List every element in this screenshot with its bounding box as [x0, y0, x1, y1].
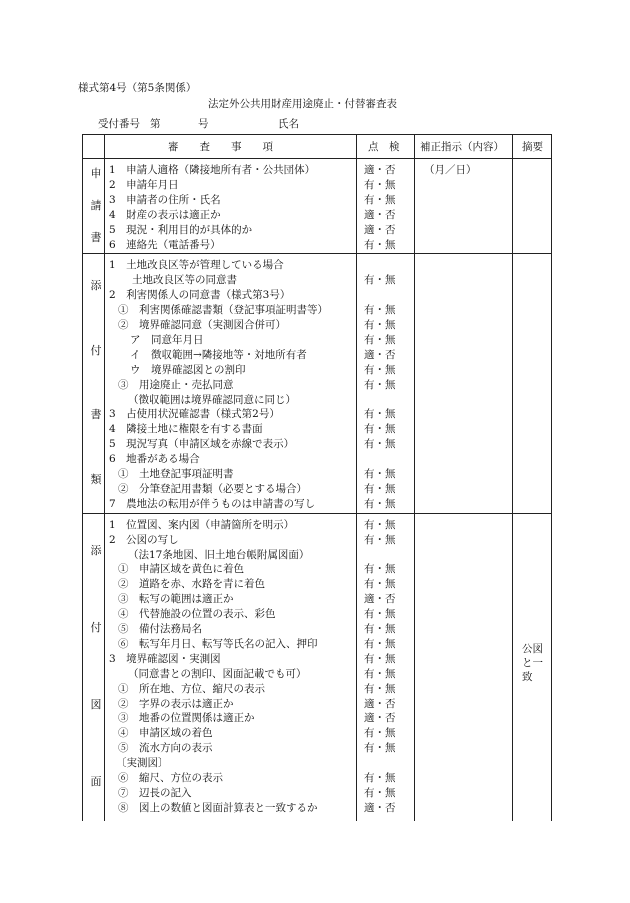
check-mark-options[interactable]: 有・無	[364, 772, 396, 784]
header-correction: 補正指示（内容）	[420, 141, 504, 153]
table-rule	[551, 134, 552, 821]
check-mark-options[interactable]: 有・無	[364, 378, 396, 391]
check-mark-options[interactable]: 適・否	[364, 801, 396, 814]
section-label-char: 添	[90, 278, 102, 292]
review-item: ② 道路を赤、水路を青に着色	[118, 578, 265, 591]
check-mark-options[interactable]: 有・無	[364, 408, 396, 421]
review-item: 〔実測図〕	[116, 757, 169, 770]
form-number: 様式第4号（第5条関係）	[78, 82, 197, 94]
review-item: ⑤ 備付法務局名	[118, 623, 202, 635]
review-item: 土地改良区等の同意書	[132, 274, 237, 287]
check-mark-options[interactable]: 有・無	[364, 786, 396, 799]
check-mark-options[interactable]: 有・無	[364, 193, 396, 206]
section-label-char: 図	[90, 698, 102, 712]
review-item: ③ 用途廃止・売払同意	[118, 378, 234, 391]
table-rule	[82, 134, 83, 821]
table-rule	[512, 134, 513, 821]
review-item: 1 土地改良区等が管理している場合	[109, 259, 284, 272]
table-rule	[82, 158, 551, 159]
review-item: （法17条地図、旧土地台帳附属図面）	[128, 548, 310, 561]
table-rule	[414, 134, 415, 821]
review-item: 2 公図の写し	[109, 533, 179, 546]
summary-note-line: と一	[522, 657, 543, 669]
review-item: ② 字界の表示は適正か	[118, 697, 234, 710]
applicant-name-label: 氏名	[278, 118, 299, 130]
check-mark-options[interactable]: 有・無	[364, 438, 396, 451]
summary-note-line: 公図	[522, 643, 543, 655]
check-mark-options[interactable]: 有・無	[364, 578, 396, 591]
review-item: 2 利害関係人の同意書（様式第3号）	[109, 289, 291, 302]
check-mark-options[interactable]: 有・無	[364, 238, 396, 251]
check-mark-options[interactable]: 有・無	[364, 333, 396, 346]
review-item: ⑥ 縮尺、方位の表示	[118, 772, 223, 784]
section-label-char: 付	[90, 343, 102, 357]
check-mark-options[interactable]: 有・無	[364, 652, 396, 665]
review-item: ③ 転写の範囲は適正か	[118, 593, 234, 606]
review-item: 3 申請者の住所・氏名	[109, 193, 221, 206]
section-label-char: 添	[90, 544, 102, 558]
review-item: ② 境界確認同意（実測図合併可）	[118, 319, 286, 331]
check-mark-options[interactable]: 有・無	[364, 608, 396, 621]
check-mark-options[interactable]: 適・否	[364, 712, 396, 725]
review-item: 4 隣接土地に権限を有する書面	[109, 423, 263, 436]
review-item: 6 地番がある場合	[109, 453, 200, 466]
review-item: 7 農地法の転用が伴うものは申請書の写し	[109, 497, 316, 510]
section-label-char: 類	[90, 473, 102, 487]
review-item: ⑥ 転写年月日、転写等氏名の記入、押印	[118, 637, 318, 650]
section-label-char: 書	[90, 408, 102, 422]
header-items: 審 査 事 項	[168, 141, 273, 153]
review-item: （徴収範囲は境界確認同意に同じ）	[128, 393, 296, 406]
check-mark-options[interactable]: 有・無	[364, 518, 396, 531]
check-mark-options[interactable]: 適・否	[364, 593, 396, 606]
check-mark-options[interactable]: 有・無	[364, 637, 396, 650]
review-item: 6 連絡先（電話番号）	[109, 238, 221, 251]
check-mark-options[interactable]: 有・無	[364, 319, 396, 331]
header-summary: 摘要	[522, 141, 543, 153]
review-item: ① 土地登記事項証明書	[118, 468, 234, 480]
check-mark-options[interactable]: 適・否	[364, 223, 396, 236]
review-item: ⑤ 流水方向の表示	[118, 742, 213, 755]
check-mark-options[interactable]: 適・否	[364, 697, 396, 710]
review-item: 4 財産の表示は適正か	[109, 208, 221, 221]
review-item: ① 利害関係確認書類（登記事項証明書等）	[118, 304, 328, 317]
section-label-char: 付	[90, 621, 102, 635]
check-mark-options[interactable]: 有・無	[364, 623, 396, 635]
check-mark-options[interactable]: 有・無	[364, 727, 396, 740]
check-mark-options[interactable]: 有・無	[364, 274, 396, 287]
section-label-char: 面	[90, 775, 102, 789]
review-item: 3 境界確認図・実測図	[109, 652, 221, 665]
table-rule	[82, 253, 551, 254]
review-item: 3 占使用状況確認書（様式第2号）	[109, 408, 280, 421]
check-mark-options[interactable]: 有・無	[364, 468, 396, 480]
correction-date-note: （月／日）	[424, 164, 477, 176]
section-label-char: 書	[90, 230, 102, 244]
check-mark-options[interactable]: 有・無	[364, 533, 396, 546]
review-item: ② 分筆登記用書類（必要とする場合）	[118, 482, 307, 495]
review-item: 1 申請人適格（隣接地所有者・公共団体）	[109, 164, 316, 176]
check-mark-options[interactable]: 有・無	[364, 682, 396, 695]
check-mark-options[interactable]: 適・否	[364, 208, 396, 221]
review-item: 1 位置図、案内図（申請箇所を明示）	[109, 518, 295, 531]
receipt-dai-label: 第	[150, 118, 161, 130]
table-rule	[82, 513, 551, 514]
check-mark-options[interactable]: 有・無	[364, 423, 396, 436]
summary-note	[522, 642, 548, 684]
check-mark-options[interactable]: 適・否	[364, 348, 396, 361]
review-item: ⑧ 図上の数値と図面計算表と一致するか	[118, 801, 318, 814]
review-item: ① 申請区域を黄色に着色	[118, 563, 244, 576]
section-label-char: 請	[90, 198, 102, 212]
check-mark-options[interactable]: 適・否	[364, 164, 396, 176]
review-item: （同意書との割印、図面記載でも可）	[128, 667, 307, 680]
document-title: 法定外公共用財産用途廃止・付替審査表	[208, 98, 397, 110]
check-mark-options[interactable]: 有・無	[364, 667, 396, 680]
check-mark-options[interactable]: 有・無	[364, 178, 396, 191]
review-item: ア 同意年月日	[130, 333, 204, 346]
check-mark-options[interactable]: 有・無	[364, 497, 396, 510]
table-rule	[356, 134, 357, 821]
review-item: 2 申請年月日	[109, 178, 179, 191]
table-rule	[104, 134, 105, 821]
review-item: ④ 代替施設の位置の表示、彩色	[118, 608, 276, 621]
check-mark-options[interactable]: 有・無	[364, 742, 396, 755]
table-rule	[82, 134, 551, 135]
check-mark-options[interactable]: 有・無	[364, 482, 396, 495]
review-item: イ 徴収範囲→隣接地等・対地所有者	[130, 348, 307, 361]
review-item: 5 現況・利用目的が具体的か	[109, 223, 253, 236]
review-item: ⑦ 辺長の記入	[118, 786, 192, 799]
review-item: ウ 境界確認図との割印	[130, 363, 246, 376]
review-item: ③ 地番の位置関係は適正か	[118, 712, 255, 725]
review-item: ① 所在地、方位、縮尺の表示	[118, 682, 265, 695]
review-item: 5 現況写真（申請区域を赤線で表示）	[109, 438, 295, 451]
section-label-char: 申	[90, 166, 102, 180]
summary-note-line: 致	[522, 671, 533, 683]
check-mark-options[interactable]: 有・無	[364, 304, 396, 317]
review-item: ④ 申請区域の着色	[118, 727, 213, 740]
check-mark-options[interactable]: 有・無	[364, 363, 396, 376]
receipt-number-label: 受付番号	[98, 118, 140, 130]
check-mark-options[interactable]: 有・無	[364, 563, 396, 576]
header-check: 点 検	[368, 141, 400, 153]
receipt-go-label: 号	[198, 118, 209, 130]
